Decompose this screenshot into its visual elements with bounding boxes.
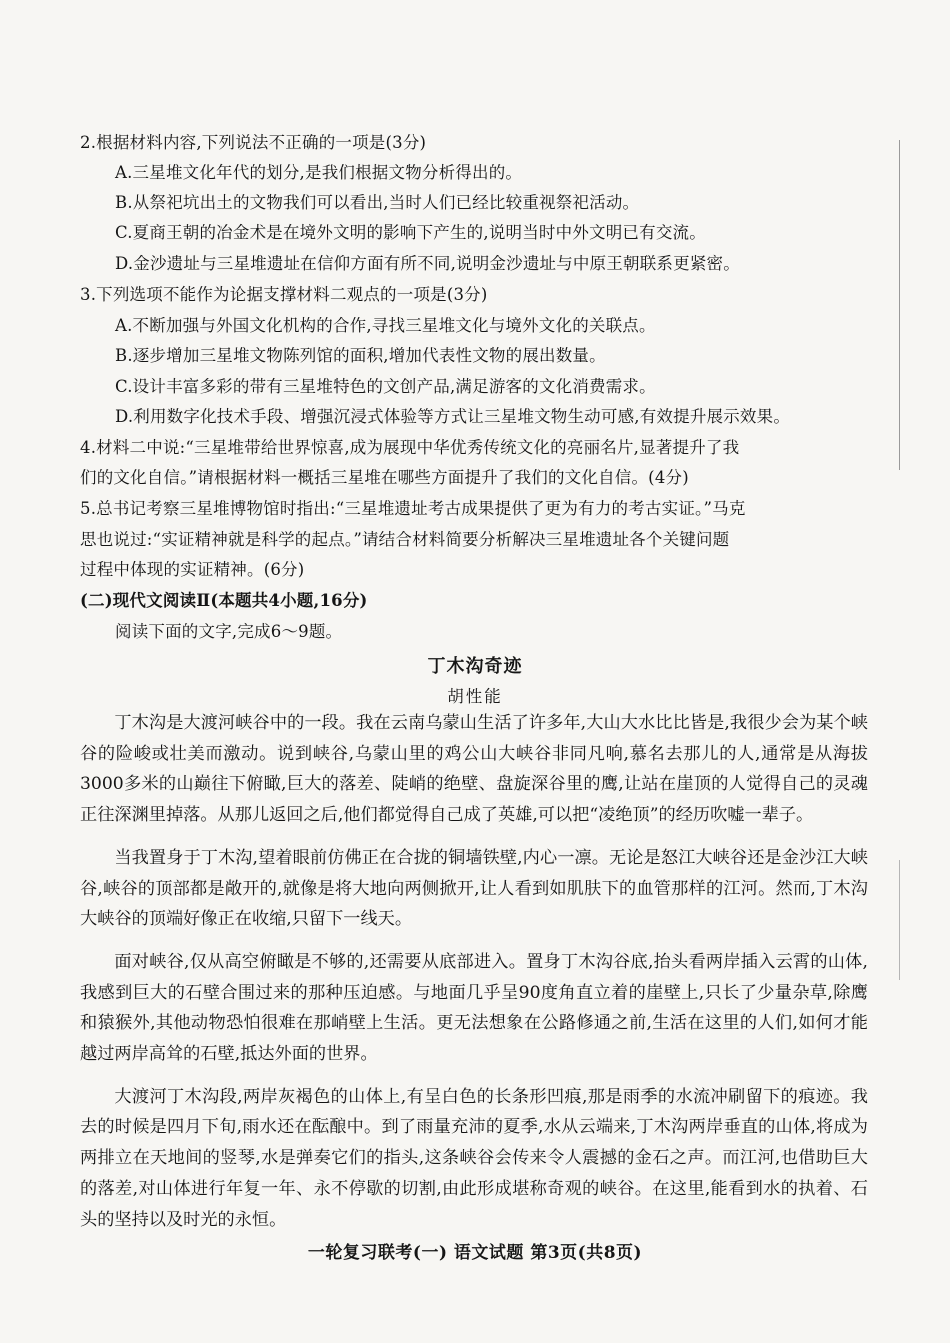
question-5-line-3: 过程中体现的实证精神。(6分) [80,560,305,579]
question-5-line-1: 5.总书记考察三星堆博物馆时指出:“三星堆遗址考古成果提供了更为有力的考古实证。”马克 [80,499,746,518]
article-paragraph: 大渡河丁木沟段,两岸灰褐色的山体上,有呈白色的长条形凹痕,那是雨季的水流冲刷留下的痕迹。我去的时候是四月下旬,雨水还在酝酿中。到了雨量充沛的夏季,水从云端来,丁木沟两岸垂直的山体,将成为两排立在天地间的竖琴,水是弹奏它们的指头,这条峡谷会传来令人震撼的金石之声。而江河,也借助巨大的落差,对山体进行年复一年、永不停歇的切割,由此形成堪称奇观的峡谷。在这里,能看到水的执着、石头的坚持以及时光的永恒。 [80,1086,868,1230]
margin-rule [899,860,900,980]
question-2-option-c: C.夏商王朝的冶金术是在境外文明的影响下产生的,说明当时中外文明已有交流。 [115,223,706,242]
question-3-option-b: B.逐步增加三星堆文物陈列馆的面积,增加代表性文物的展出数量。 [115,346,606,365]
article-title: 丁木沟奇迹 [427,656,523,677]
question-2-option-a: A.三星堆文化年代的划分,是我们根据文物分析得出的。 [115,163,523,182]
question-2-option-b: B.从祭祀坑出土的文物我们可以看出,当时人们已经比较重视祭祀活动。 [115,193,640,212]
page-footer: 一轮复习联考(一) 语文试题 第3页(共8页) [307,1243,643,1263]
question-2-option-d: D.金沙遗址与三星堆遗址在信仰方面有所不同,说明金沙遗址与中原王朝联系更紧密。 [115,254,740,273]
question-4-line-1: 4.材料二中说:“三星堆带给世界惊喜,成为展现中华优秀传统文化的亮丽名片,显著提升了我 [80,438,740,457]
question-3-option-d: D.利用数字化技术手段、增强沉浸式体验等方式让三星堆文物生动可感,有效提升展示效果。 [115,407,791,426]
question-4-line-2: 们的文化自信。”请根据材料一概括三星堆在哪些方面提升了我们的文化自信。(4分) [80,468,689,487]
question-3-option-c: C.设计丰富多彩的带有三星堆特色的文创产品,满足游客的文化消费需求。 [115,377,656,396]
section-instruction: 阅读下面的文字,完成6～9题。 [115,622,343,641]
margin-rule [899,140,900,470]
article-paragraph: 丁木沟是大渡河峡谷中的一段。我在云南乌蒙山生活了许多年,大山大水比比皆是,我很少会为某个峡谷的险峻或壮美而激动。说到峡谷,乌蒙山里的鸡公山大峡谷非同凡响,慕名去那儿的人,通常是从海拔3000多米的山巅往下俯瞰,巨大的落差、陡峭的绝壁、盘旋深谷里的鹰,让站在崖顶的人觉得自己的灵魂正往深渊里掉落。从那儿返回之后,他们都觉得自己成了英雄,可以把“凌绝顶”的经历吹嘘一辈子。 [80,713,868,826]
section-heading: (二)现代文阅读Ⅱ(本题共4小题,16分) [80,591,368,610]
question-3-option-a: A.不断加强与外国文化机构的合作,寻找三星堆文化与境外文化的关联点。 [115,316,656,335]
article-paragraph: 面对峡谷,仅从高空俯瞰是不够的,还需要从底部进入。置身丁木沟谷底,抬头看两岸插入云霄的山体,我感到巨大的石壁合围过来的那种压迫感。与地面几乎呈90度角直立着的崖壁上,只长了少量杂草,除鹰和猿猴外,其他动物恐怕很难在那峭壁上生活。更无法想象在公路修通之前,生活在这里的人们,如何才能越过两岸高耸的石壁,抵达外面的世界。 [80,951,868,1065]
article-author: 胡性能 [447,687,503,706]
article-paragraph: 当我置身于丁木沟,望着眼前仿佛正在合拢的铜墙铁壁,内心一凛。无论是怒江大峡谷还是金沙江大峡谷,峡谷的顶部都是敞开的,就像是将大地向两侧掀开,让人看到如肌肤下的血管那样的江河。然而,丁木沟大峡谷的顶端好像正在收缩,只留下一线天。 [80,847,868,930]
question-5-line-2: 思也说过:“实证精神就是科学的起点。”请结合材料简要分析解决三星堆遗址各个关键问题 [80,530,730,549]
question-3-stem: 3.下列选项不能作为论据支撑材料二观点的一项是(3分) [80,285,488,304]
article-body [80,708,868,1235]
question-2-stem: 2.根据材料内容,下列说法不正确的一项是(3分) [80,133,427,152]
